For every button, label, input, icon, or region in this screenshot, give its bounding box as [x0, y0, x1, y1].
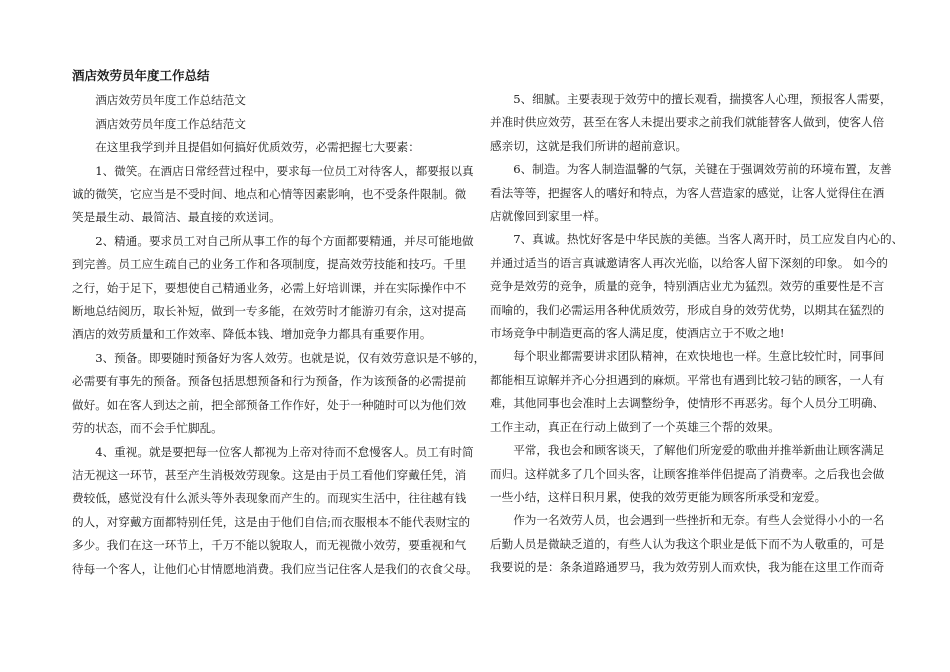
text-line: 平常，我也会和顾客谈天，了解他们所宠爱的歌曲并推举新曲让顾客满足	[513, 443, 885, 458]
text-line: 6、制造。为客人制造温馨的气氛，关键在于强调效劳前的环境布置，友善	[513, 162, 892, 177]
text-line: 多少。我们在这一环节上，千万不能以貌取人，而无视微小效劳，要重视和气	[72, 538, 467, 553]
text-line: 劳的状态，而不会手忙脚乱。	[72, 421, 223, 436]
text-line: 之行，始于足下，要想使自己精通业务，必需上好培训课，并在实际操作中不	[72, 280, 467, 295]
text-line: 而喻的，我们必需运用各种优质效劳，形成自身的效劳优势，以期其在猛烈的	[490, 302, 885, 317]
text-line: 的人，对穿戴方面都特别任凭，这是由于他们自信;而衣服根本不能代表财宝的	[72, 514, 471, 529]
paragraph	[490, 88, 892, 158]
text-line: 并通过适当的语言真诚邀请客人再次光临，以给客人留下深刻的印象。 如今的	[490, 255, 888, 270]
text-line: 都能相互谅解并齐心分担遇到的麻烦。平常也有遇到比较刁钻的顾客，一人有	[490, 372, 885, 387]
text-line: 酒店的效劳质量和工作效率、降低本钱、增加竞争力都具有重要作用。	[72, 327, 432, 342]
text-line: 5、细腻。主要表现于效劳中的擅长观看，揣摸客人心理，预报客人需要，	[513, 92, 892, 106]
text-line: 一些小结，这样日积月累，使我的效劳更能为顾客所承受和宠爱。	[490, 489, 827, 504]
text-line: 作为一名效劳人员，也会遇到一些挫折和无奈。有些人会觉得小小的一名	[513, 513, 885, 528]
text-line: 酒店效劳员年度工作总结范文	[95, 93, 246, 108]
text-line: 到完善。员工应生疏自己的业务工作和各项制度，提高效劳技能和技巧。千里	[72, 257, 467, 272]
left-column-body	[72, 89, 486, 581]
paragraph	[490, 439, 885, 509]
paragraph	[490, 509, 885, 579]
text-line: 在这里我学到并且提倡如何搞好优质效劳，必需把握七大要素：	[95, 140, 420, 155]
paragraph	[490, 158, 892, 228]
text-line: 市场竞争中制造更高的客人满足度，使酒店立于不败之地!	[490, 326, 785, 341]
text-line: 工作主动，真正在行动上做到了一个英雄三个帮的效果。	[490, 419, 780, 434]
document-title: 酒店效劳员年度工作总结	[72, 68, 210, 83]
paragraph	[72, 230, 474, 347]
text-line: 我要说的是：条条道路通罗马，我为效劳别人而欢快，我为能在这里工作而奇	[490, 560, 885, 575]
left-column	[72, 64, 486, 581]
text-line: 4、重视。就是要把每一位客人都视为上帝对待而不怠慢客人。员工有时简	[95, 444, 474, 459]
text-line: 断地总结阅历，取长补短，做到一专多能，在效劳时才能游刃有余，这对提高	[72, 304, 467, 319]
paragraph	[72, 89, 468, 112]
text-line: 待每一个客人，让他们心甘情愿地消费。我们应当记住客人是我们的衣食父母。	[72, 561, 478, 576]
text-line: 3、预备。即要随时预备好为客人效劳。也就是说，仅有效劳意识是不够的，	[95, 350, 486, 365]
paragraph	[72, 113, 468, 136]
text-line: 诚的微笑，它应当是不受时间、地点和心情等因素影响，也不受条件限制。微	[72, 187, 467, 202]
text-line: 并准时供应效劳，甚至在客人未提出要求之前我们就能替客人做到，使客人倍	[490, 115, 885, 130]
text-line: 做好。如在客人到达之前，把全部预备工作作好，处于一种随时可以为他们效	[72, 397, 467, 412]
text-line: 后勤人员是微缺乏道的，有些人认为我这个职业是低下而不为人敬重的，可是	[490, 536, 885, 551]
text-line: 必需要有事先的预备。预备包括思想预备和行为预备，作为该预备的必需提前	[72, 374, 467, 389]
text-line: 笑是最生动、最简洁、最直接的欢送词。	[72, 210, 281, 225]
right-column	[490, 88, 904, 580]
text-line: 每个职业都需要讲求团队精神，在欢快地也一样。生意比较忙时，同事间	[513, 349, 885, 364]
paragraph	[72, 441, 478, 581]
text-line: 1、微笑。在酒店日常经营过程中，要求每一位员工对待客人，都要报以真	[95, 163, 474, 178]
paragraph	[72, 347, 486, 441]
text-line: 费较低，感觉没有什么派头等外表现象而产生的。而现实生活中，往往越有钱	[72, 491, 467, 506]
text-line: 竞争是效劳的竞争，质量的竞争，特别酒店业尤为猛烈。效劳的重要性是不言	[490, 279, 885, 294]
text-line: 看法等等，把握客人的嗜好和特点，为客人营造家的感觉，让客人觉得住在酒	[490, 185, 885, 200]
text-line: 难，其他同事也会准时上去调整纷争，使情形不再恶劣。每个人员分工明确、	[490, 396, 885, 411]
text-line: 酒店效劳员年度工作总结范文	[95, 116, 246, 131]
text-line: 感亲切，这就是我们所讲的超前意识。	[490, 138, 688, 153]
text-line: 2、精通。要求员工对自己所从事工作的每个方面都要精通，并尽可能地做	[95, 233, 474, 248]
paragraph	[490, 345, 885, 439]
paragraph	[72, 160, 474, 230]
paragraph	[490, 228, 904, 345]
right-column-body	[490, 88, 904, 580]
text-line: 7、真诚。热忱好客是中华民族的美德。当客人离开时，员工应发自内心的、	[513, 232, 904, 247]
text-line: 而归。这样就多了几个回头客，让顾客推举伴侣提高了消费率。之后我也会做	[490, 466, 885, 481]
text-line: 店就像回到家里一样。	[490, 209, 606, 224]
paragraph	[72, 136, 468, 159]
text-line: 洁无视这一环节，甚至产生消极效劳现象。这是由于员工看他们穿戴任凭，消	[72, 467, 467, 482]
